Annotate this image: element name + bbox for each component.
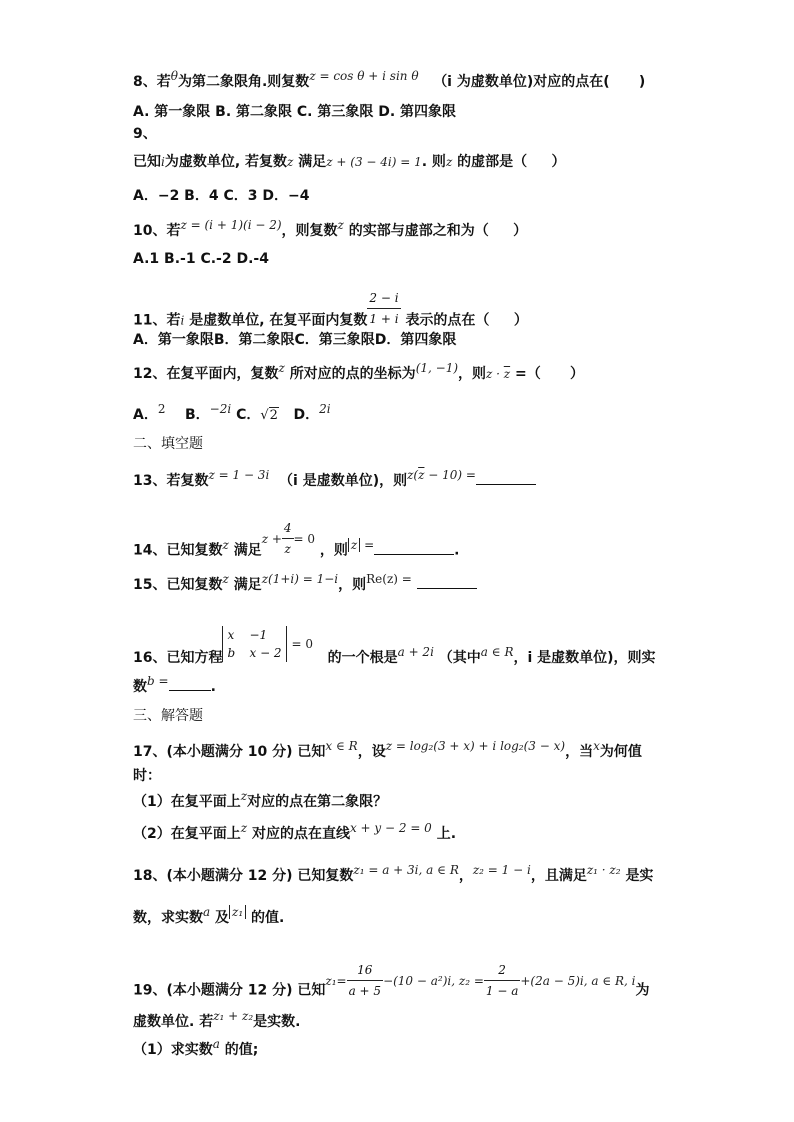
q16-text-4: 数 bbox=[133, 679, 147, 695]
q18-text-3: 数，求实数 bbox=[133, 910, 203, 926]
q14-equals: = bbox=[364, 537, 375, 552]
q8-theta: θ bbox=[170, 69, 178, 83]
question-16-line-2 bbox=[133, 676, 216, 697]
q14-text-2: ，则 bbox=[319, 542, 348, 559]
q11-text-2: 表示的点在（ bbox=[405, 312, 490, 329]
q12-expr: z · bbox=[486, 367, 504, 381]
question-17-part-1 bbox=[133, 789, 388, 812]
q14-fraction bbox=[282, 518, 294, 559]
q14-frac-den: z bbox=[282, 538, 294, 559]
q10-text-1: ，则复数 bbox=[281, 223, 338, 239]
q16-text-2: （其中 bbox=[438, 650, 481, 666]
q19-f1-den: a + 5 bbox=[347, 980, 383, 1001]
q16-r1c1: x bbox=[227, 628, 235, 642]
question-19 bbox=[133, 963, 650, 1011]
q13-expression bbox=[407, 468, 476, 482]
question-17-line-2: 时： bbox=[133, 768, 161, 784]
q19-prefix: 19、(本小题满分 12 分) 已知 bbox=[133, 982, 326, 999]
q17-text-1: ，设 bbox=[357, 744, 386, 760]
q12-option-c: 2 bbox=[269, 408, 278, 423]
q15-prefix: 15、已知复数 bbox=[133, 577, 223, 593]
q12-option-b: −2i bbox=[209, 402, 232, 416]
q15-equation: z(1+i) = 1−i bbox=[261, 572, 339, 586]
q16-answer-blank[interactable] bbox=[169, 676, 211, 691]
q19-fraction-1 bbox=[347, 960, 383, 1001]
question-19-part-1 bbox=[133, 1037, 259, 1060]
q19-p1-text-2: 的值; bbox=[224, 1042, 259, 1058]
q14-equation bbox=[261, 521, 316, 556]
q10-z: z bbox=[337, 218, 344, 232]
q18-text-5: 的值. bbox=[251, 910, 285, 926]
q10-prefix: 10、若 bbox=[133, 223, 181, 239]
q17-p2-text-1: （2）在复平面上 bbox=[133, 826, 241, 842]
q19-text-2: 虚数单位. 若 bbox=[133, 1014, 214, 1030]
q10-text-2: 的实部与虚部之和为（ bbox=[348, 223, 489, 239]
q14-z: z bbox=[222, 537, 229, 552]
q12-option-d: 2i bbox=[319, 402, 331, 416]
q17-condition: x ∈ R bbox=[325, 739, 358, 753]
q17-p1-z: z bbox=[240, 789, 248, 803]
q14-answer-blank[interactable] bbox=[374, 540, 454, 555]
q17-p2-text-2: 对应的点在直线 bbox=[251, 826, 350, 842]
q11-fraction bbox=[367, 288, 400, 329]
q17-equation: z = log₂(3 + x) + i log₂(3 − x) bbox=[385, 739, 566, 753]
q18-a: a bbox=[203, 905, 211, 919]
q19-p1-text-1: （1）求实数 bbox=[133, 1042, 213, 1058]
q12-option-a-label: A． bbox=[133, 407, 158, 423]
q12-option-c-label: C． bbox=[236, 407, 261, 423]
question-17-part-2 bbox=[133, 821, 457, 844]
q9-text-5: 的虚部是（ bbox=[457, 154, 528, 170]
q16-text-1: 的一个根是 bbox=[327, 650, 398, 666]
q9-text-4: . 则 bbox=[421, 154, 446, 170]
q9-text-1: 已知 bbox=[133, 154, 161, 170]
q13-zbar: $\overline{z}$ bbox=[418, 468, 425, 482]
q9-close: ） bbox=[551, 154, 566, 170]
question-11-options: A．第一象限B．第二象限C．第三象限D．第四象限 bbox=[133, 332, 457, 348]
q16-determinant bbox=[222, 626, 286, 662]
question-8 bbox=[133, 69, 646, 92]
q12-text-1: 所对应的点的坐标为 bbox=[289, 366, 416, 382]
question-12-options bbox=[133, 402, 331, 426]
q14-rhs: = 0 bbox=[293, 531, 316, 546]
question-9-options: A．−2 B．4 C．3 D．−4 bbox=[133, 188, 310, 204]
q16-rhs: = 0 bbox=[291, 637, 313, 651]
q13-answer-blank[interactable] bbox=[476, 470, 536, 485]
q13-text: （i 是虚数单位)，则 bbox=[279, 473, 408, 489]
q18-prefix: 18、(本小题满分 12 分) 已知复数 bbox=[133, 868, 354, 884]
q9-z2: z bbox=[445, 155, 453, 169]
q16-det-row-2 bbox=[227, 646, 281, 660]
q12-text-3: =（ bbox=[514, 366, 541, 382]
q14-end: . bbox=[454, 542, 460, 559]
question-18 bbox=[133, 863, 654, 886]
question-9 bbox=[133, 152, 566, 172]
q19-f2-den: 1 − a bbox=[484, 980, 520, 1001]
q15-z: z bbox=[222, 572, 229, 586]
q16-root: a + 2i bbox=[397, 645, 434, 659]
q8-prefix: 8、若 bbox=[133, 74, 171, 90]
q14-frac-num: 4 bbox=[283, 521, 292, 535]
q16-end: . bbox=[210, 679, 216, 695]
q12-coordinate: (1, −1) bbox=[415, 361, 459, 375]
q9-i: i bbox=[161, 155, 165, 169]
q17-prefix: 17、(本小题满分 10 分) 已知 bbox=[133, 744, 326, 760]
q14-lhs: z + bbox=[261, 531, 282, 546]
section-solutions: 三、解答题 bbox=[133, 708, 203, 724]
q12-option-c-sqrt: √2 bbox=[260, 408, 278, 423]
question-14 bbox=[133, 521, 460, 571]
q19-text-3: 是实数. bbox=[253, 1014, 301, 1030]
q14-modulus bbox=[348, 538, 374, 552]
question-12 bbox=[133, 361, 584, 384]
q16-b: b = bbox=[147, 674, 169, 688]
q17-p1-text-2: 对应的点在第二象限？ bbox=[247, 794, 388, 810]
q11-prefix: 11、若 bbox=[133, 312, 181, 329]
question-10 bbox=[133, 218, 528, 241]
question-17 bbox=[133, 739, 642, 762]
q16-prefix: 16、已知方程 bbox=[133, 650, 223, 666]
q18-product: z₁ · z₂ bbox=[586, 863, 621, 877]
q12-option-a: 2 bbox=[157, 402, 166, 416]
q12-zbar: $\overline{z}$ bbox=[503, 367, 511, 381]
q17-x: x bbox=[593, 739, 600, 753]
question-16 bbox=[133, 628, 656, 676]
section-fill-in: 二、填空题 bbox=[133, 436, 203, 452]
q15-answer-blank[interactable] bbox=[417, 574, 477, 589]
question-10-options: A.1 B.-1 C.-2 D.-4 bbox=[133, 251, 269, 267]
question-19-line-2 bbox=[133, 1009, 301, 1032]
q18-z2: z₂ = 1 − i bbox=[472, 863, 531, 877]
q13-expr-start: z( bbox=[407, 468, 419, 482]
q19-z1: z₁= bbox=[325, 973, 347, 988]
q17-text-3: 为何值 bbox=[599, 744, 642, 760]
q10-close: ） bbox=[513, 223, 528, 239]
q12-close: ） bbox=[569, 366, 584, 382]
q15-real-part: Re(z) = bbox=[366, 572, 412, 586]
q12-text-2: ，则 bbox=[458, 366, 487, 382]
q16-determinant-eq bbox=[222, 628, 313, 660]
q9-equation: z + (3 − 4i) = 1 bbox=[326, 155, 422, 169]
q8-close: ) bbox=[638, 74, 646, 90]
q9-z: z bbox=[287, 155, 294, 169]
q14-text-1: 满足 bbox=[233, 542, 262, 559]
q8-note: （i 为虚数单位)对应的点在( bbox=[433, 74, 610, 90]
q13-equation: z = 1 − 3i bbox=[208, 468, 270, 482]
q16-text-3: ，i 是虚数单位)，则实 bbox=[513, 650, 656, 666]
q10-equation: z = (i + 1)(i − 2) bbox=[180, 218, 282, 232]
q18-text-1: ，且满足 bbox=[530, 868, 587, 884]
q18-abs-z1: z₁ bbox=[229, 905, 246, 919]
q19-mid-2: +(2a − 5)i, a ∈ R, i bbox=[520, 973, 636, 988]
q9-text-2: 为虚数单位, 若复数 bbox=[164, 154, 288, 170]
q16-r2c2: x − 2 bbox=[249, 646, 282, 660]
q19-f2-num: 2 bbox=[498, 963, 506, 977]
q11-frac-num: 2 − i bbox=[369, 291, 399, 305]
q16-det-row-1 bbox=[227, 628, 267, 642]
q11-frac-den: 1 + i bbox=[367, 308, 400, 329]
q16-r2c1: b bbox=[227, 646, 236, 660]
q18-text-2: 是实 bbox=[625, 868, 654, 884]
q13-expr-end: − 10) = bbox=[424, 468, 476, 482]
q9-text-3: 满足 bbox=[298, 154, 327, 170]
q19-mid-1: −(10 − a²)i, z₂ = bbox=[383, 973, 484, 988]
q19-fraction-2 bbox=[484, 960, 520, 1001]
q17-p2-z: z bbox=[240, 821, 248, 835]
q15-text-1: 满足 bbox=[233, 577, 262, 593]
q16-r1c2: −1 bbox=[249, 628, 268, 642]
q17-line-equation: x + y − 2 = 0 bbox=[349, 821, 432, 835]
q8-formula: z = cos θ + i sin θ bbox=[309, 69, 419, 83]
q12-option-d-label: D． bbox=[293, 407, 320, 423]
q17-p2-text-3: 上. bbox=[436, 826, 457, 842]
q18-sep: ， bbox=[458, 868, 473, 884]
q16-condition: a ∈ R bbox=[480, 645, 514, 659]
q18-z1: z₁ = a + 3i, a ∈ R bbox=[353, 863, 459, 877]
question-8-options: A. 第一象限 B. 第二象限 C. 第三象限 D. 第四象限 bbox=[133, 104, 457, 120]
question-9-number: 9、 bbox=[133, 126, 157, 142]
q14-prefix: 14、已知复数 bbox=[133, 542, 223, 559]
q17-text-2: ，当 bbox=[565, 744, 594, 760]
q11-close: ） bbox=[513, 312, 528, 329]
q12-option-b-label: B． bbox=[184, 407, 210, 423]
q11-text-1: 是虚数单位, 在复平面内复数 bbox=[189, 312, 368, 329]
q8-text: 为第二象限角.则复数 bbox=[177, 74, 310, 90]
q19-text-1: 为 bbox=[635, 982, 650, 999]
question-15 bbox=[133, 574, 477, 595]
q15-text-2: ，则 bbox=[338, 577, 367, 593]
q11-i: i bbox=[180, 313, 185, 328]
q17-p1-text-1: （1）在复平面上 bbox=[133, 794, 241, 810]
q13-prefix: 13、若复数 bbox=[133, 473, 209, 489]
q19-sum: z₁ + z₂ bbox=[213, 1009, 254, 1023]
question-13 bbox=[133, 470, 536, 491]
q19-p1-a: a bbox=[212, 1037, 220, 1051]
q18-text-4: 及 bbox=[215, 910, 230, 926]
q12-z: z bbox=[278, 361, 285, 375]
q12-prefix: 12、在复平面内，复数 bbox=[133, 366, 279, 382]
q19-equation bbox=[325, 963, 636, 998]
question-18-line-2 bbox=[133, 905, 285, 928]
q19-f1-num: 16 bbox=[357, 963, 373, 977]
q14-abs-z: z bbox=[348, 538, 360, 552]
